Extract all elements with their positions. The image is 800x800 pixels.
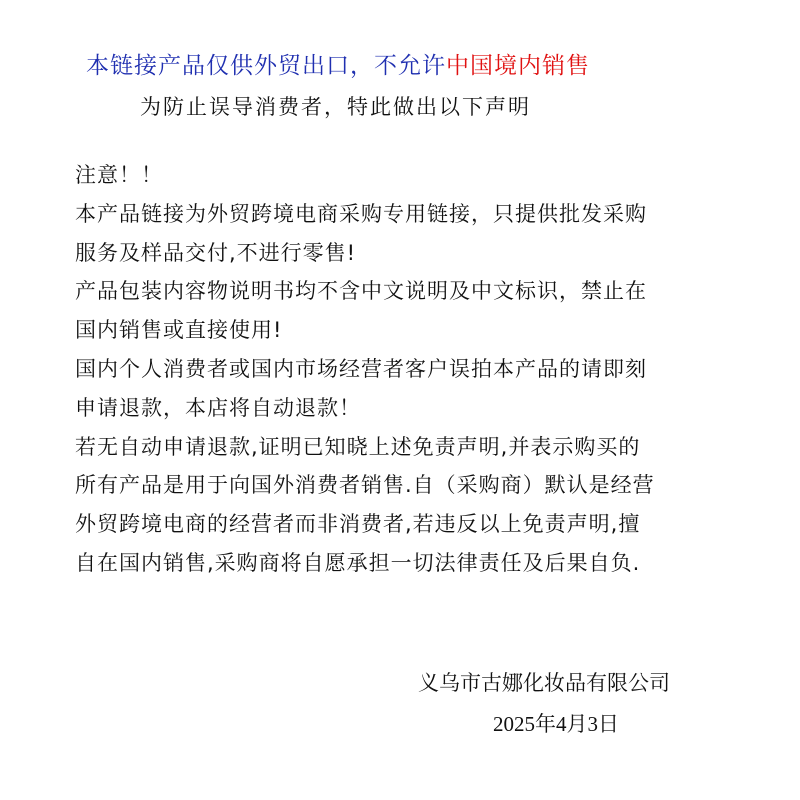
company-name: 义乌市古娜化妆品有限公司 (418, 671, 670, 695)
notice-line: 自在国内销售,采购商将自愿承担一切法律责任及后果自负. (75, 550, 641, 575)
subheadline: 为防止误导消费者，特此做出以下声明 (140, 95, 531, 119)
notice-line: 申请退款，本店将自动退款！ (75, 395, 361, 420)
headline (86, 48, 766, 84)
notice-title: 注意！！ (75, 163, 163, 187)
headline-red-text: 中国境内销售 (446, 53, 590, 79)
notice-line: 外贸跨境电商的经营者而非消费者,若违反以上免责声明,擅 (75, 512, 641, 537)
headline-blue-text: 本链接产品仅供外贸出口，不允许 (86, 53, 446, 79)
notice-line: 国内销售或直接使用! (75, 318, 283, 343)
notice-line: 产品包装内容物说明书均不含中文说明及中文标识，禁止在 (75, 279, 647, 304)
notice-line: 所有产品是用于向国外消费者销售.自（采购商）默认是经营 (75, 473, 655, 498)
signature-date: 2025年4月3日 (493, 712, 619, 736)
notice-line: 本产品链接为外贸跨境电商采购专用链接，只提供批发采购 (75, 201, 647, 226)
notice-body (75, 156, 765, 583)
notice-line: 若无自动申请退款,证明已知晓上述免责声明,并表示购买的 (75, 434, 641, 459)
notice-line: 国内个人消费者或国内市场经营者客户误拍本产品的请即刻 (75, 356, 647, 381)
notice-line: 服务及样品交付,不进行零售! (75, 240, 357, 265)
